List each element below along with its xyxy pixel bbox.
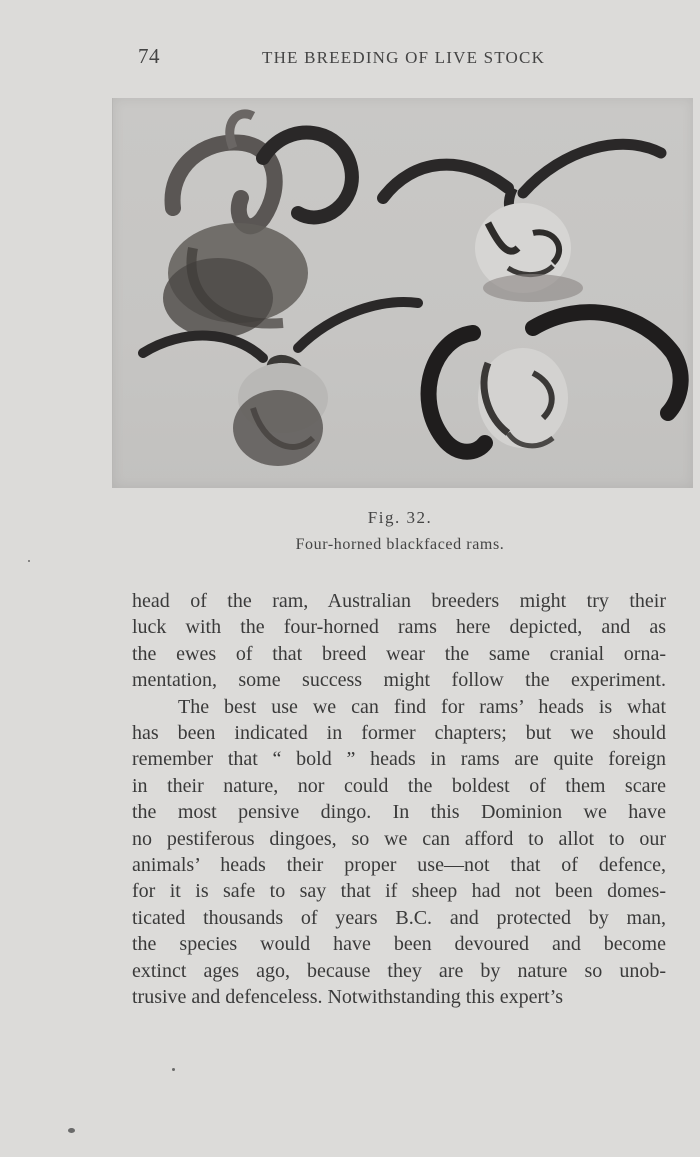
- ram-head-top-right: [383, 144, 661, 302]
- text-line: in their nature, nor could the boldest of them scare: [132, 774, 666, 797]
- text-line: the species would have been devoured and become: [132, 933, 666, 956]
- figure-caption: Four-horned blackfaced rams.: [295, 536, 505, 553]
- text-line: remember that “ bold ” heads in rams are quite foreign: [132, 748, 666, 771]
- text-line: has been indicated in former chapters; but we should: [132, 722, 666, 745]
- figure-label: Fig. 32.: [367, 508, 433, 527]
- text-line: ticated thousands of years B.C. and protected by man,: [132, 906, 666, 929]
- text-line: mentation, some success might follow the experiment.: [132, 669, 666, 692]
- text-line: head of the ram, Australian breeders might try their: [132, 590, 666, 612]
- text-line: extinct ages ago, because they are by nature so unob-: [132, 959, 666, 982]
- text-line: The best use we can find for rams’ heads is what: [178, 695, 666, 718]
- text-line: trusive and defenceless. Notwithstanding this expert’s: [132, 986, 564, 1009]
- ram-head-bottom-right: [429, 312, 681, 452]
- text-line: animals’ heads their proper use—not that of defence,: [132, 854, 666, 877]
- text-line: the most pensive dingo. In this Dominion we have: [132, 801, 666, 824]
- text-line: the ewes of that breed wear the same cranial orna-: [132, 642, 666, 665]
- text-line: luck with the four-horned rams here depicted, and as: [132, 616, 666, 639]
- text-line: no pestiferous dingoes, so we can afford to allot to our: [132, 827, 666, 850]
- figure-plate: [112, 98, 693, 488]
- running-title: THE BREEDING OF LIVE STOCK: [262, 48, 546, 67]
- paper-speck: [172, 1068, 175, 1071]
- ram-head-top-left: [163, 114, 352, 338]
- text-line: for it is safe to say that if sheep had not been domes-: [132, 880, 666, 903]
- paper-speck: [28, 560, 30, 562]
- paper-speck: [68, 1128, 75, 1133]
- page-number: 74: [138, 44, 160, 68]
- body-text: [132, 588, 666, 1011]
